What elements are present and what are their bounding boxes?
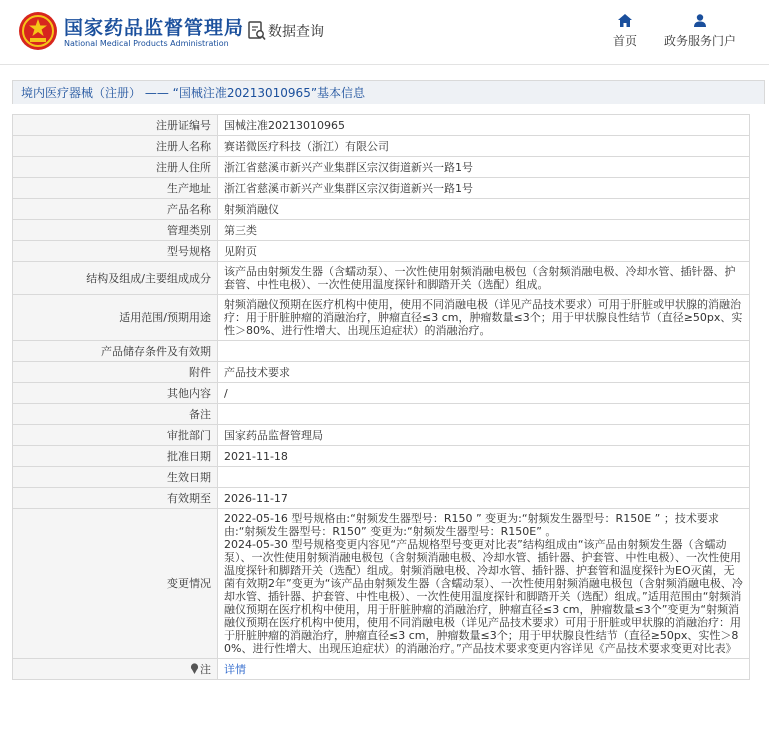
field-value: 2026-11-17 xyxy=(218,488,750,509)
note-value-cell xyxy=(218,659,750,680)
field-value xyxy=(218,404,750,425)
field-label: 型号规格 xyxy=(13,241,218,262)
field-label: 备注 xyxy=(13,404,218,425)
field-value: 国家药品监督管理局 xyxy=(218,425,750,446)
field-label: 注册证编号 xyxy=(13,115,218,136)
field-value: 该产品由射频发生器（含蠕动泵）、一次性使用射频消融电极包（含射频消融电极、冷却水管、插针器、护套管、中性电极）、一次性使用温度探针和脚踏开关（选配）组成。 xyxy=(218,262,750,295)
site-title-en: National Medical Products Administration xyxy=(64,39,229,48)
site-header xyxy=(0,0,769,65)
table-row xyxy=(13,295,750,341)
table-row xyxy=(13,446,750,467)
field-label: 注册人名称 xyxy=(13,136,218,157)
table-row xyxy=(13,199,750,220)
document-search-icon xyxy=(248,21,266,41)
breadcrumb: 境内医疗器械（注册） —— “国械注准20213010965”基本信息 xyxy=(12,80,765,104)
national-emblem-icon xyxy=(18,11,58,51)
home-icon xyxy=(618,14,632,27)
field-label: 产品储存条件及有效期 xyxy=(13,341,218,362)
table-row xyxy=(13,220,750,241)
field-value: 射频消融仪 xyxy=(218,199,750,220)
nav-portal-label: 政务服务门户 xyxy=(663,34,736,48)
field-label: 生效日期 xyxy=(13,467,218,488)
field-value: 2022-05-16 型号规格由:“射频发生器型号：R150 ” 变更为:“射频发生器型号：R150E ” ；技术要求由:“射频发生器型号：R150” 变更为:“射频发生器型号：R150E” 。 2024-05-30 型号规格变更内容见“产品规格型号变更对比表”结构组成由“该产品由射频发生器（含蠕动泵）、一次性使用射频消融电极包（含射频消融电极、冷却水管、插针器、护套管、中性电极）、一次性使用温度探针和脚踏开关（选配）组成。射频消融电极、冷却水管、插针器、护套管和温度探针为EO灭菌，无菌有效期2年”变更为“该产品由射频发生器（含蠕动泵）、一次性使用射频消融电极包（含射频消融电极、冷却水管、插针器、护套管、中性电极）、一次性使用温度探针和脚踏开关（选配）组成。”适用范围由“射频消融仪预期在医疗机构中使用，用于肝脏肿瘤的消融治疗，肿瘤直径≤3 cm，肿瘤数量≤3个”变更为“射频消融仪预期在医疗机构中使用，使用不同消融电极（详见产品技术要求）可用于肝脏或甲状腺的消融治疗：用于肝脏肿瘤的消融治疗，肿瘤直径≤3 cm，肿瘤数量≤3个；用于甲状腺良性结节（直径≥50px、实性＞80%、进行性增大、出现压迫症状）的消融治疗。”产品技术要求变更内容详见《产品技术要求变更对比表》 xyxy=(218,509,750,659)
field-label: 管理类别 xyxy=(13,220,218,241)
field-value: 第三类 xyxy=(218,220,750,241)
field-label: 注册人住所 xyxy=(13,157,218,178)
site-title: 国家药品监督管理局 xyxy=(64,17,245,39)
field-value: 产品技术要求 xyxy=(218,362,750,383)
table-row xyxy=(13,262,750,295)
field-label: 适用范围/预期用途 xyxy=(13,295,218,341)
field-value: 赛诺微医疗科技（浙江）有限公司 xyxy=(218,136,750,157)
pin-icon xyxy=(190,663,199,674)
table-row xyxy=(13,241,750,262)
table-row xyxy=(13,362,750,383)
field-label: 生产地址 xyxy=(13,178,218,199)
field-value xyxy=(218,341,750,362)
table-row xyxy=(13,488,750,509)
registration-info-table xyxy=(12,114,750,680)
field-value: 浙江省慈溪市新兴产业集群区宗汉街道新兴一路1号 xyxy=(218,157,750,178)
field-value: 射频消融仪预期在医疗机构中使用，使用不同消融电极（详见产品技术要求）可用于肝脏或甲状腺的消融治疗：用于肝脏肿瘤的消融治疗，肿瘤直径≤3 cm，肿瘤数量≤3个；用于甲状腺良性结节（直径≥50px、实性＞80%、进行性增大、出现压迫症状）的消融治疗。 xyxy=(218,295,750,341)
nav-home-label: 首页 xyxy=(612,34,637,48)
field-value: 见附页 xyxy=(218,241,750,262)
field-value: / xyxy=(218,383,750,404)
field-value xyxy=(218,467,750,488)
table-row xyxy=(13,157,750,178)
field-value: 浙江省慈溪市新兴产业集群区宗汉街道新兴一路1号 xyxy=(218,178,750,199)
table-row xyxy=(13,659,750,680)
field-label: 批准日期 xyxy=(13,446,218,467)
table-row xyxy=(13,136,750,157)
data-query-title: 数据查询 xyxy=(268,24,324,40)
field-label: 结构及组成/主要组成成分 xyxy=(13,262,218,295)
field-label: 有效期至 xyxy=(13,488,218,509)
table-row xyxy=(13,404,750,425)
note-label-cell xyxy=(13,659,218,680)
field-value: 2021-11-18 xyxy=(218,446,750,467)
table-row xyxy=(13,467,750,488)
table-row xyxy=(13,383,750,404)
field-label: 审批部门 xyxy=(13,425,218,446)
table-row xyxy=(13,178,750,199)
field-label: 附件 xyxy=(13,362,218,383)
table-row xyxy=(13,509,750,659)
table-row xyxy=(13,115,750,136)
details-link[interactable]: 详情 xyxy=(224,662,246,676)
field-value: 国械注准20213010965 xyxy=(218,115,750,136)
user-icon xyxy=(693,14,707,27)
nav-home[interactable] xyxy=(610,14,640,49)
table-row xyxy=(13,341,750,362)
nav-service-portal[interactable] xyxy=(660,14,740,49)
note-label: 注 xyxy=(200,662,211,676)
field-label: 变更情况 xyxy=(13,509,218,659)
field-label: 产品名称 xyxy=(13,199,218,220)
table-row xyxy=(13,425,750,446)
field-label: 其他内容 xyxy=(13,383,218,404)
